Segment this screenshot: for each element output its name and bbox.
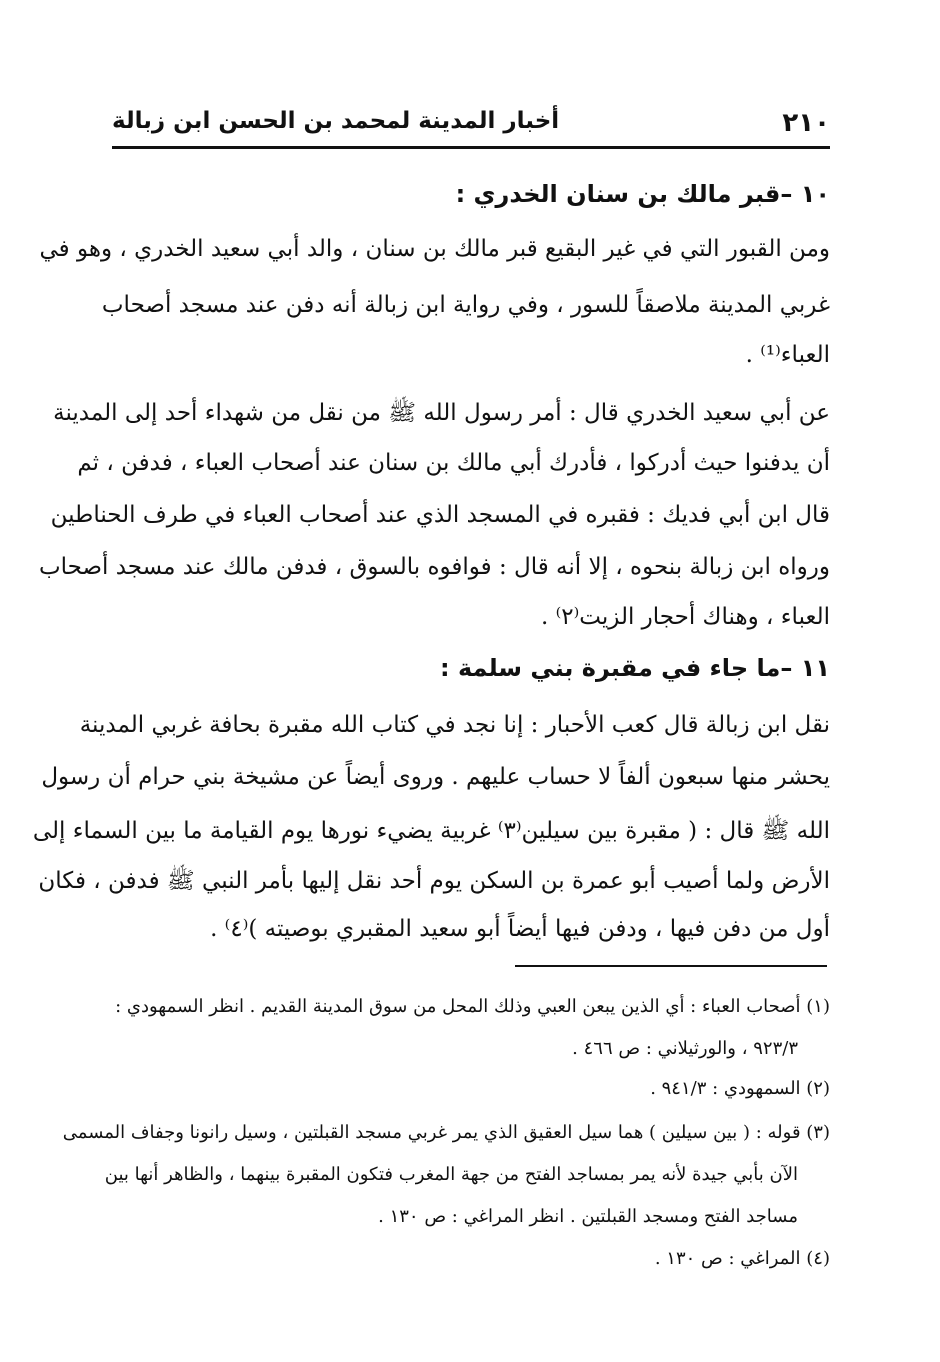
page-number: ٢١٠ xyxy=(782,108,830,138)
paragraph-line: العباء⁽¹⁾ . xyxy=(745,342,830,368)
footnote-1: (١) أصحاب العباء : أي الذين يبعن العبي وذلك المحل من سوق المدينة القديم . انظر السمهودي : xyxy=(115,996,830,1017)
footnote-4: (٤) المراغي : ص ١٣٠ . xyxy=(654,1248,830,1269)
paragraph-line: نقل ابن زبالة قال كعب الأحبار : إنا نجد في كتاب الله مقبرة بحافة غربي المدينة xyxy=(79,712,830,738)
paragraph-line: عن أبي سعيد الخدري قال : أمر رسول الله ﷺ من نقل من شهداء أحد إلى المدينة xyxy=(53,400,830,426)
running-title: أخبار المدينة لمحمد بن الحسن ابن زبالة xyxy=(112,108,560,134)
paragraph-line: غربي المدينة ملاصقاً للسور ، وفي رواية ابن زبالة أنه دفن عند مسجد أصحاب xyxy=(101,292,830,318)
footnote-3-continued: الآن بأبي جيدة لأنه يمر بمساجد الفتح من جهة المغرب فتكون المقبرة بينهما ، والظاهر أنها بين xyxy=(104,1164,798,1185)
paragraph-line: ومن القبور التي في غير البقيع قبر مالك بن سنان ، والد أبي سعيد الخدري ، وهو في xyxy=(39,236,830,262)
header-rule xyxy=(112,146,830,149)
footnote-separator xyxy=(515,965,827,967)
paragraph-line: قال ابن أبي فديك : فقبره في المسجد الذي عند أصحاب العباء في طرف الحناطين xyxy=(50,502,830,528)
paragraph-line: أن يدفنوا حيث أدركوا ، فأدرك أبي مالك بن سنان عند أصحاب العباء ، فدفن ، ثم xyxy=(77,450,830,476)
footnote-2: (٢) السمهودي : ٩٤١/٣ . xyxy=(650,1078,830,1099)
paragraph-line: الأرض ولما أصيب أبو عمرة بن السكن يوم أحد نقل إليها بأمر النبي ﷺ فدفن ، فكان xyxy=(38,868,830,894)
paragraph-line: ورواه ابن زبالة بنحوه ، إلا أنه قال : فوافوه بالسوق ، فدفن مالك عند مسجد أصحاب xyxy=(38,554,830,580)
page-header xyxy=(112,104,830,144)
paragraph-line: يحشر منها سبعون ألفاً لا حساب عليهم . وروى أيضاً عن مشيخة بني حرام أن رسول xyxy=(41,764,830,790)
paragraph-line: أول من دفن فيها ، ودفن فيها أيضاً أبو سعيد المقبري بوصيته )⁽٤⁾ . xyxy=(210,916,830,942)
footnote-3-continued: مساجد الفتح ومسجد القبلتين . انظر المراغي : ص ١٣٠ . xyxy=(378,1206,798,1227)
section-11-heading: ١١ –ما جاء في مقبرة بني سلمة : xyxy=(440,654,830,682)
section-10-heading: ١٠ –قبر مالك بن سنان الخدري : xyxy=(455,180,830,208)
footnote-3: (٣) قوله : ( بين سيلين ) هما سيل العقيق الذي يمر غربي مسجد القبلتين ، وسيل رانونا وجفاف المسمى xyxy=(62,1122,830,1143)
footnote-1-continued: ٩٢٣/٣ ، والورثيلاني : ص ٤٦٦ . xyxy=(572,1038,798,1059)
paragraph-line: العباء ، وهناك أحجار الزيت⁽٢⁾ . xyxy=(541,604,830,630)
paragraph-line: الله ﷺ قال : ( مقبرة بين سيلين⁽٣⁾ غربية يضيء نورها يوم القيامة ما بين السماء إلى xyxy=(32,818,830,844)
